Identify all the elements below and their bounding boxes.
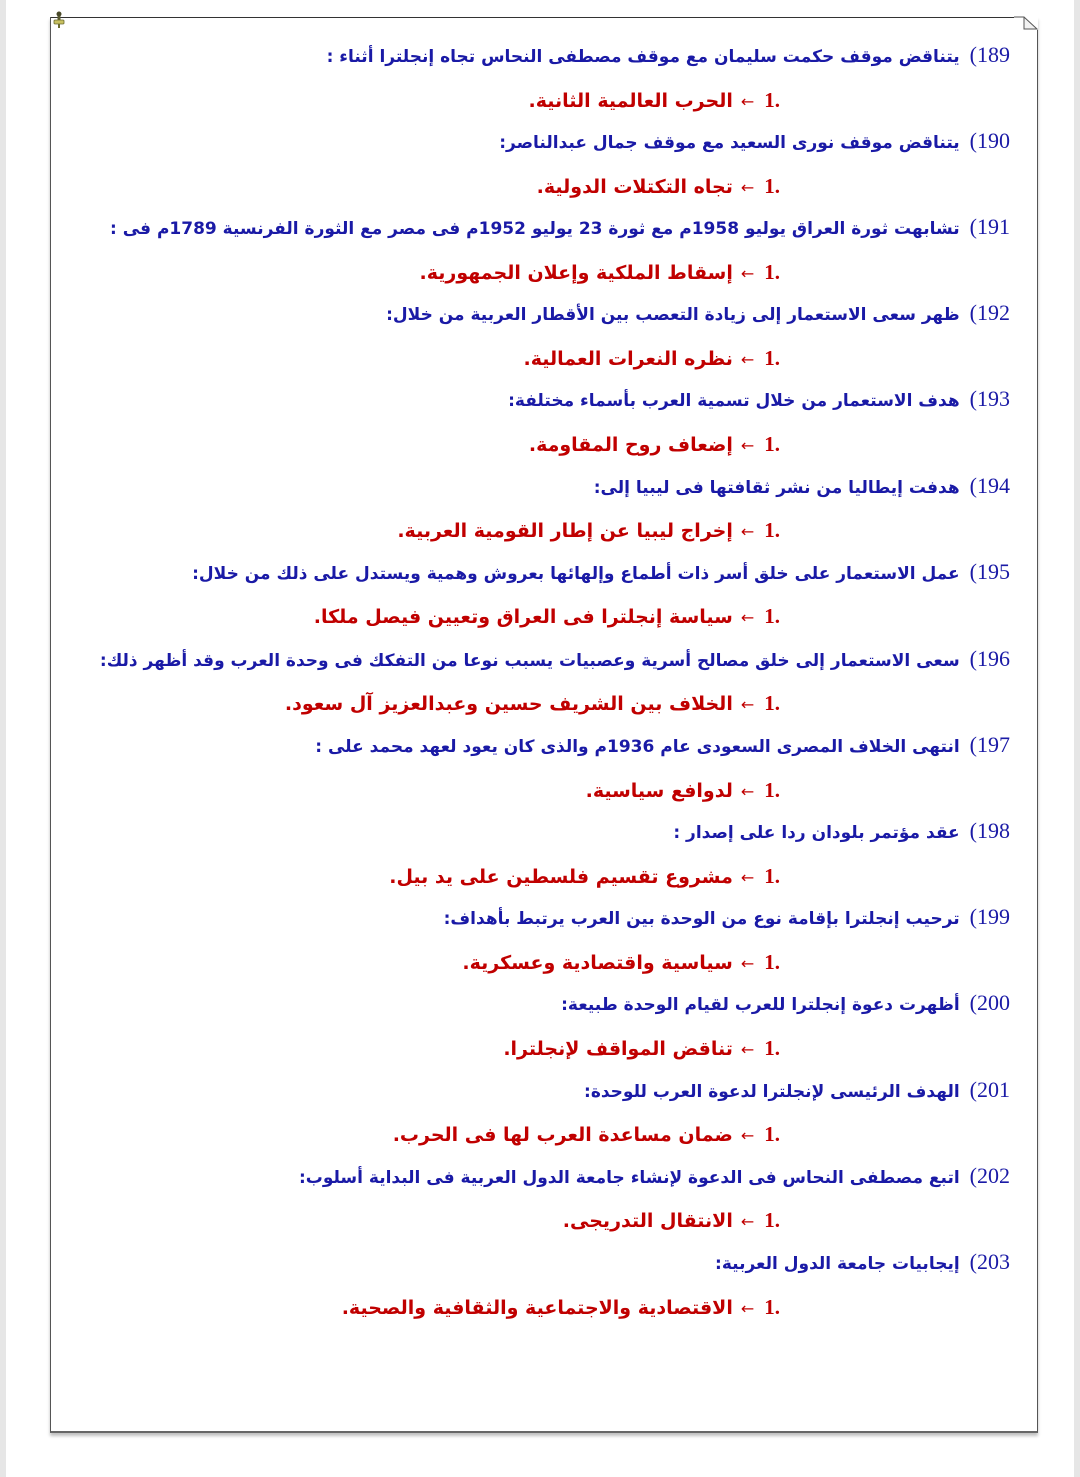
answer-203: [342, 1293, 780, 1321]
answer-marker: .1: [764, 1036, 780, 1060]
answer-marker: .1: [764, 950, 780, 974]
answer-text: إسقاط الملكية وإعلان الجمهورية.: [419, 262, 733, 284]
answer-marker: .1: [764, 260, 780, 284]
question-number: 203): [969, 1249, 1010, 1274]
arrow-left-icon: ←: [740, 695, 755, 714]
answer-194: [397, 516, 780, 544]
question-202: [299, 1163, 1010, 1189]
question-text: يتناقض موقف نورى السعيد مع موقف جمال عبدالناصر:: [499, 133, 960, 153]
answer-195: [314, 602, 780, 630]
question-190: [499, 128, 1010, 154]
question-text: يتناقض موقف حكمت سليمان مع موقف مصطفى النحاس تجاه إنجلترا أثناء :: [326, 47, 960, 67]
answer-marker: .1: [764, 88, 780, 112]
question-text: ترحيب إنجلترا بإقامة نوع من الوحدة بين العرب يرتبط بأهداف:: [443, 909, 960, 929]
question-197: [315, 732, 1010, 758]
question-191: [110, 214, 1010, 240]
answer-marker: .1: [764, 174, 780, 198]
answer-200: [503, 1034, 780, 1062]
arrow-left-icon: ←: [740, 178, 755, 197]
answer-198: [389, 862, 780, 890]
question-text: هدف الاستعمار من خلال تسمية العرب بأسماء مختلفة:: [508, 391, 960, 411]
answer-202: [563, 1206, 780, 1234]
answer-199: [462, 948, 780, 976]
question-text: الهدف الرئيسى لإنجلترا لدعوة العرب للوحدة:: [584, 1082, 960, 1102]
answer-text: مشروع تقسيم فلسطين على يد بيل.: [389, 866, 733, 888]
question-text: تشابهت ثورة العراق يوليو 1958م مع ثورة 23 يوليو 1952م فى مصر مع الثورة الفرنسية 1789م فى :: [109, 219, 960, 239]
answer-marker: .1: [764, 1295, 780, 1319]
question-192: [386, 300, 1010, 326]
question-189: [327, 42, 1010, 68]
answer-marker: .1: [764, 432, 780, 456]
question-199: [444, 904, 1010, 930]
arrow-left-icon: ←: [740, 522, 755, 541]
arrow-left-icon: ←: [740, 1126, 755, 1145]
answer-text: الانتقال التدريجى.: [562, 1210, 733, 1232]
question-200: [561, 990, 1010, 1016]
answer-text: سياسة إنجلترا فى العراق وتعيين فيصل ملكا.: [313, 606, 733, 628]
answer-197: [586, 776, 780, 804]
answer-text: إضعاف روح المقاومة.: [528, 434, 733, 456]
answer-193: [529, 430, 780, 458]
question-195: [192, 559, 1010, 585]
arrow-left-icon: ←: [740, 782, 755, 801]
answer-text: تجاه التكتلات الدولية.: [536, 176, 733, 198]
answer-text: الحرب العالمية الثانية.: [528, 90, 733, 112]
answer-marker: .1: [764, 518, 780, 542]
question-number: 201): [969, 1077, 1010, 1102]
question-201: [584, 1077, 1010, 1103]
arrow-left-icon: ←: [740, 436, 755, 455]
answer-text: ضمان مساعدة العرب لها فى الحرب.: [392, 1124, 733, 1146]
question-text: ظهر سعى الاستعمار إلى زيادة التعصب بين الأقطار العربية من خلال:: [386, 305, 960, 325]
answer-189: [529, 86, 780, 114]
question-text: اتبع مصطفى النحاس فى الدعوة لإنشاء جامعة الدول العربية فى البداية أسلوب:: [298, 1168, 960, 1188]
question-number: 191): [969, 214, 1010, 239]
answer-text: الاقتصادية والاجتماعية والثقافية والصحية.: [341, 1297, 733, 1319]
question-number: 199): [969, 904, 1010, 929]
answer-marker: .1: [764, 1122, 780, 1146]
arrow-left-icon: ←: [740, 868, 755, 887]
question-193: [508, 386, 1010, 412]
answer-marker: .1: [764, 604, 780, 628]
question-number: 190): [969, 128, 1010, 153]
arrow-left-icon: ←: [740, 608, 755, 627]
arrow-left-icon: ←: [740, 92, 755, 111]
question-number: 198): [969, 818, 1010, 843]
answer-191: [420, 258, 781, 286]
arrow-left-icon: ←: [740, 1040, 755, 1059]
question-number: 194): [969, 473, 1010, 498]
answer-text: الخلاف بين الشريف حسين وعبدالعزيز آل سعود.: [284, 693, 733, 715]
answer-text: سياسية واقتصادية وعسكرية.: [462, 952, 733, 974]
question-text: أظهرت دعوة إنجلترا للعرب لقيام الوحدة طبيعة:: [561, 995, 960, 1015]
question-203: [715, 1249, 1010, 1275]
question-text: عمل الاستعمار على خلق أسر ذات أطماع وإلهائها بعروش وهمية ويستدل على ذلك من خلال:: [192, 564, 960, 584]
answer-201: [393, 1120, 780, 1148]
answer-marker: .1: [764, 1208, 780, 1232]
question-text: هدفت إيطاليا من نشر ثقافتها فى ليبيا إلى:: [593, 478, 960, 498]
question-number: 200): [969, 990, 1010, 1015]
arrow-left-icon: ←: [740, 1212, 755, 1231]
answer-text: تناقض المواقف لإنجلترا.: [503, 1038, 733, 1060]
question-194: [594, 473, 1010, 499]
question-number: 195): [969, 559, 1010, 584]
arrow-left-icon: ←: [740, 264, 755, 283]
answer-marker: .1: [764, 778, 780, 802]
arrow-left-icon: ←: [740, 350, 755, 369]
question-198: [673, 818, 1010, 844]
question-196: [100, 646, 1010, 672]
question-number: 192): [969, 300, 1010, 325]
answer-marker: .1: [764, 691, 780, 715]
arrow-left-icon: ←: [740, 1299, 755, 1318]
answer-text: نظره النعرات العمالية.: [523, 348, 733, 370]
answer-marker: .1: [764, 346, 780, 370]
answer-196: [285, 689, 780, 717]
question-number: 193): [969, 386, 1010, 411]
question-number: 202): [969, 1163, 1010, 1188]
question-number: 197): [969, 732, 1010, 757]
question-text: انتهى الخلاف المصرى السعودى عام 1936م والذى كان يعود لعهد محمد على :: [315, 737, 960, 757]
question-text: عقد مؤتمر بلودان ردا على إصدار :: [673, 823, 960, 843]
answer-190: [537, 172, 780, 200]
answer-text: إخراج ليبيا عن إطار القومية العربية.: [397, 520, 733, 542]
question-number: 196): [969, 646, 1010, 671]
answer-192: [524, 344, 781, 372]
arrow-left-icon: ←: [740, 954, 755, 973]
question-text: سعى الاستعمار إلى خلق مصالح أسرية وعصبيات يسبب نوعا من التفكك فى وحدة العرب وقد أظهر ذلك:: [99, 651, 960, 671]
answer-marker: .1: [764, 864, 780, 888]
question-text: إيجابيات جامعة الدول العربية:: [715, 1254, 960, 1274]
answer-text: لدوافع سياسية.: [585, 780, 733, 802]
question-number: 189): [969, 42, 1010, 67]
